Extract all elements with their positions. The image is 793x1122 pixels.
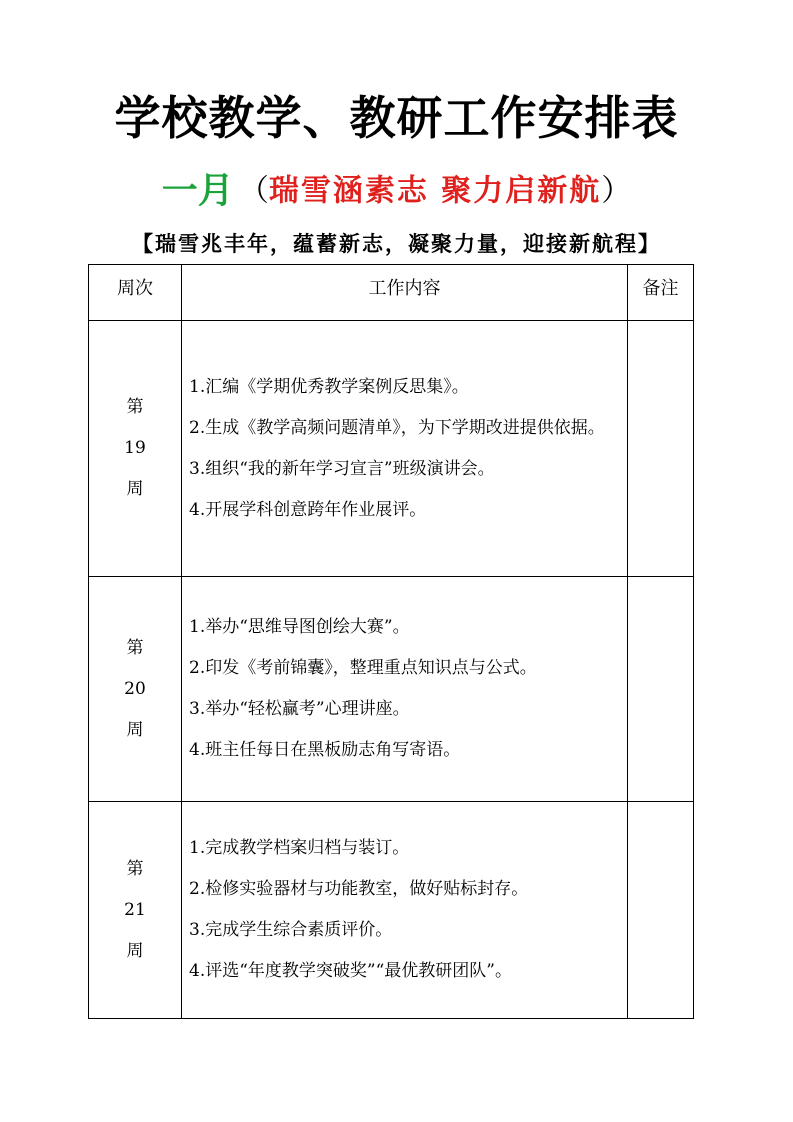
page-title: 学校教学、教研工作安排表 — [114, 91, 679, 145]
close-paren: ） — [601, 173, 632, 209]
list-item: 2.检修实验器材与功能教室，做好贴标封存。 — [189, 879, 529, 899]
list-item: 4.开展学科创意跨年作业展评。 — [189, 499, 427, 520]
list-item: 1.汇编《学期优秀教学案例反思集》。 — [189, 376, 469, 397]
week-cell — [89, 321, 182, 577]
list-item: 1.完成教学档案归档与装订。 — [189, 838, 410, 858]
list-item: 3.举办“轻松赢考”心理讲座。 — [189, 699, 410, 719]
list-item: 4.评选“年度教学突破奖”“最优教研团队”。 — [189, 961, 512, 981]
note-cell — [628, 802, 694, 1019]
week-suffix: 周 — [126, 940, 144, 961]
list-item: 3.组织“我的新年学习宣言”班级演讲会。 — [189, 458, 495, 479]
table-row — [89, 577, 694, 802]
list-item: 2.生成《教学高频问题清单》，为下学期改进提供依据。 — [189, 417, 605, 438]
table-row — [89, 321, 694, 577]
content-cell — [182, 577, 628, 802]
week-prefix: 第 — [126, 397, 144, 417]
content-cell — [182, 802, 628, 1019]
note-cell — [628, 321, 694, 577]
week-prefix: 第 — [126, 637, 144, 658]
week-prefix: 第 — [126, 858, 144, 879]
list-item: 2.印发《考前锦囊》，整理重点知识点与公式。 — [189, 658, 537, 678]
header-week: 周次 — [89, 265, 182, 321]
schedule-table — [88, 264, 694, 1019]
table-header-row — [89, 265, 694, 321]
table-row — [89, 802, 694, 1019]
week-suffix: 周 — [126, 479, 144, 499]
month-theme: 瑞雪涵素志 聚力启新航 — [268, 173, 602, 209]
list-item: 3.完成学生综合素质评价。 — [189, 920, 393, 940]
month-label: 一月 — [161, 170, 234, 212]
week-number: 21 — [124, 899, 146, 920]
list-item: 1.举办“思维导图创绘大赛”。 — [189, 617, 410, 637]
note-cell — [628, 577, 694, 802]
week-cell — [89, 577, 182, 802]
week-number: 20 — [124, 678, 146, 699]
week-cell — [89, 802, 182, 1019]
list-item: 4.班主任每日在黑板励志角写寄语。 — [189, 740, 461, 760]
month-subtitle — [0, 165, 793, 218]
open-paren: （ — [238, 173, 269, 209]
week-suffix: 周 — [126, 719, 144, 740]
header-content: 工作内容 — [182, 265, 628, 321]
week-number: 19 — [124, 438, 146, 458]
slogan: 【瑞雪兆丰年，蕴蓄新志，凝聚力量，迎接新航程】 — [132, 232, 661, 256]
header-note: 备注 — [628, 265, 694, 321]
content-cell — [182, 321, 628, 577]
